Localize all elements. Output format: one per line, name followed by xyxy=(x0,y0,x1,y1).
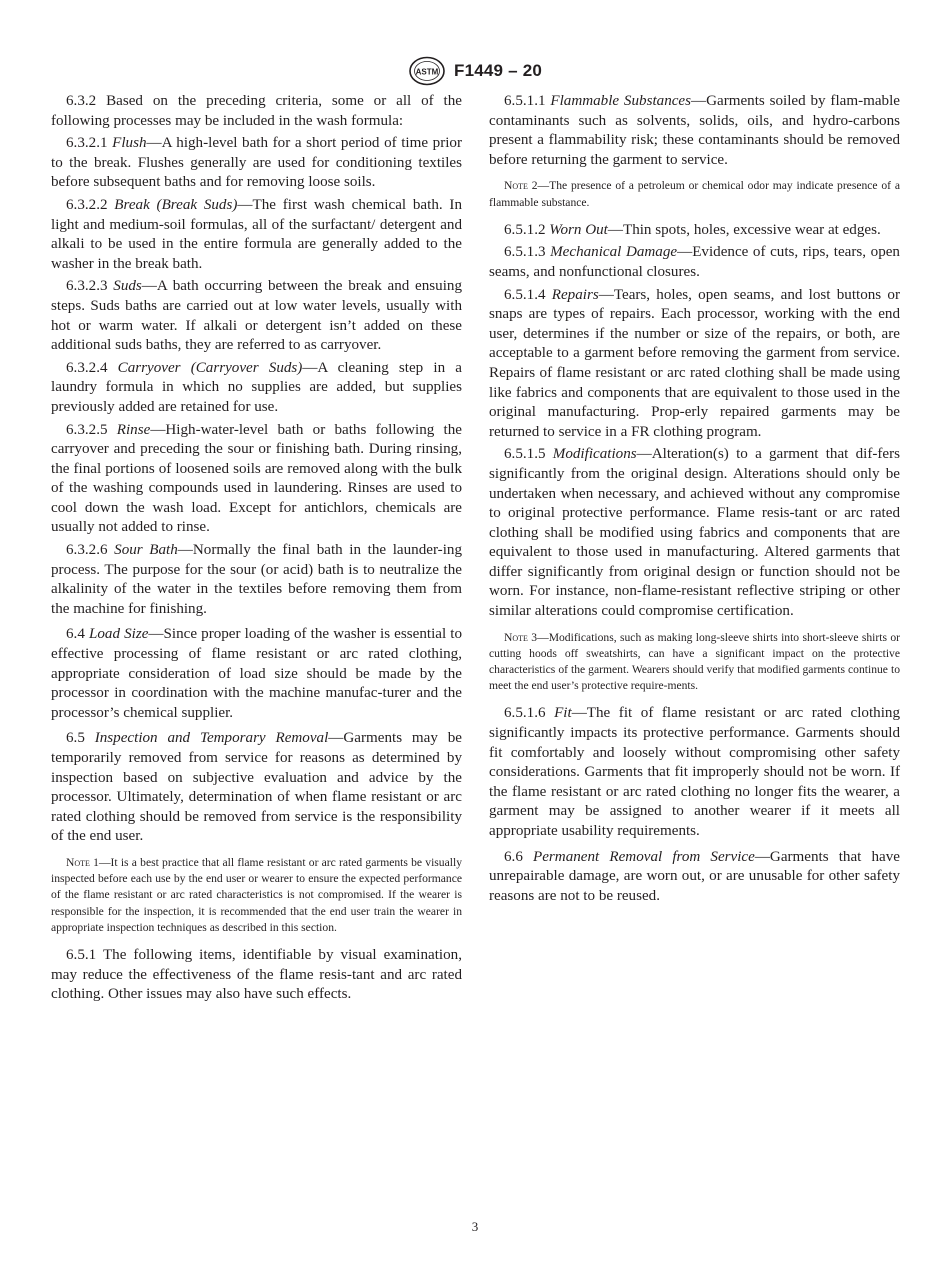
section-term: Repairs xyxy=(551,286,599,303)
section-6-5-1-5 xyxy=(489,445,900,621)
note-label: Note xyxy=(504,179,528,193)
section-6-3-2-1 xyxy=(51,134,462,193)
section-text: —Alteration(s) to a garment that dif-fers significantly from the original design. Alterations should only be undertaken when necessary, and achieved without any compromise to original protective performance. Flame resis-tant or arc rated clothing shall be modified using fabrics and components that are equivalent to those used in manufacturing. Altered garments that differ significantly from original design or function should not be worn. For instance, non-flame-resistant reflective striping or other similar alterations could compromise certification. xyxy=(489,446,900,620)
page-header xyxy=(0,55,950,87)
section-term: Carryover (Carryover Suds) xyxy=(117,359,303,376)
section-6-3-2: 6.3.2 Based on the preceding criteria, some or all of the following processes may be included in the wash formula: xyxy=(51,93,462,129)
page-number: 3 xyxy=(471,1219,479,1234)
section-number: 6.5.1.3 xyxy=(504,244,546,261)
section-6-6 xyxy=(489,848,900,907)
section-term: Sour Bath xyxy=(114,542,178,559)
note-1 xyxy=(51,855,462,936)
logo-text: ASTM xyxy=(415,67,439,77)
note-text: 1—It is a best practice that all flame resistant or arc rated garments be visually inspected before each use by the end user or wearer to ensure the expected performance of the flame resistant or arc rated characteristics is not compromised. If the wearer is responsible for the inspection, it is recommended that the end user train the wearer in appropriate inspection techniques as described in this section. xyxy=(51,855,462,934)
section-text: —High-water-level bath or baths following the carryover and preceding the sour or finishing bath. During rinsing, the final portions of loosened soils are removed along with the bulk of the washing compounds used in laundering. Rinses are used to cool down the wash load. Except for antichlors, chemicals are usually not added to rinse. xyxy=(51,421,462,536)
section-term: Mechanical Damage xyxy=(550,244,678,261)
section-term: Inspection and Temporary Removal xyxy=(94,730,329,747)
section-text: —Normally the final bath in the launder-ing process. The purpose for the sour (or acid) bath is to neutralize the alkalinity of the water in the textiles before removing them from the machine for finishing. xyxy=(51,542,463,617)
section-number: 6.5.1.6 xyxy=(504,705,546,722)
section-number: 6.5.1.1 xyxy=(504,93,546,109)
note-3 xyxy=(489,630,900,695)
section-number: 6.5.1.5 xyxy=(504,446,546,463)
section-text: —A cleaning step in a laundry formula in which no supplies are added, but supplies previously added are retained for use. xyxy=(51,359,462,415)
section-term: Suds xyxy=(113,278,142,295)
section-6-3-2-5 xyxy=(51,421,462,539)
section-number: 6.3.2.1 xyxy=(66,135,108,152)
section-text: —Since proper loading of the washer is essential to effective processing of flame resistant or arc rated clothing, appropriate consideration of load size should be made by the processor in coordination with the machine manufac-turer and the processor’s chemical supplier. xyxy=(51,626,462,721)
section-6-5 xyxy=(51,729,462,847)
section-term: Permanent Removal from Service xyxy=(533,848,755,865)
section-number: 6.4 xyxy=(66,626,85,643)
section-number: 6.3.2.4 xyxy=(66,359,108,376)
section-term: Load Size xyxy=(88,626,149,643)
note-2 xyxy=(489,178,900,210)
section-text: —A bath occurring between the break and ensuing steps. Suds baths are carried out at low water levels, usually with hot or warm water. If alkali or detergent isn’t added on these additional suds baths, they are referred to as carryover. xyxy=(51,278,462,354)
section-6-5-1-1 xyxy=(489,92,900,170)
section-6-4 xyxy=(51,625,462,723)
section-text: —Garments may be temporarily removed from service for reasons as determined by inspection based on subjective evaluation and advice by the processor. Ultimately, determination of when flame resistant or arc rated clothing should be removed from service is the responsibility of the end user. xyxy=(51,730,462,845)
right-column xyxy=(489,92,900,909)
section-6-5-1-4 xyxy=(489,286,900,443)
section-number: 6.3.2.6 xyxy=(66,542,108,559)
section-number: 6.6 xyxy=(504,848,523,865)
section-number: 6.5 xyxy=(66,730,85,747)
note-text: 2—The presence of a petroleum or chemical odor may indicate presence of a flammable substance. xyxy=(489,179,900,209)
section-term: Flammable Substances xyxy=(550,93,692,109)
section-term: Break (Break Suds) xyxy=(114,196,238,213)
section-6-5-1-6 xyxy=(489,704,900,841)
document-designation: F1449 – 20 xyxy=(453,61,542,80)
astm-logo-icon xyxy=(408,56,446,86)
section-6-3-2-4 xyxy=(51,359,462,418)
section-text: —Tears, holes, open seams, and lost buttons or snaps are types of repairs. Each processor, working with the end user, determines if the number or size of the repairs, or both, are acceptable to a garment before removing the garment from service. Repairs of flame resistant or arc rated clothing shall be made using like fabrics and components that are equivalent to those used in the original manufacturing. Prop-erly repaired garments may be returned to service in a FR clothing program. xyxy=(489,286,900,440)
section-text: —A high-level bath for a short period of time prior to the break. Flushes generally are used for conditioning textiles before subsequent baths and for removing loose soils. xyxy=(51,135,463,191)
section-term: Fit xyxy=(554,705,572,722)
section-text: —Garments soiled by flam-mable contaminants such as solvents, solids, oils, and hydro-carbons present a flammability risk; these contaminants should be removed before returning the garment to service. xyxy=(489,93,900,168)
section-text: —Garments that have unrepairable damage, are worn out, or are unusable for other safety reasons are not to be reused. xyxy=(489,848,900,904)
section-text: —The first wash chemical bath. In light and medium-soil formulas, all of the surfactant/ detergent and alkali to be used in the entire formula are generally added to the washer in the break bath. xyxy=(51,196,462,272)
section-6-3-2-6 xyxy=(51,541,462,619)
section-6-3-2-3 xyxy=(51,277,462,355)
section-term: Rinse xyxy=(116,421,151,438)
left-column xyxy=(51,92,462,1008)
section-6-5-1-3 xyxy=(489,243,900,282)
note-text: 3—Modifications, such as making long-sleeve shirts into short-sleeve shirts or cutting hoods off sweatshirts, can have a significant impact on the protective characteristics of the garment. Wearers should verify that modified garments continue to meet the end user’s protective require-ments. xyxy=(489,630,900,693)
section-term: Flush xyxy=(112,135,147,152)
section-number: 6.5.1.2 xyxy=(504,221,546,238)
section-text: —Evidence of cuts, rips, tears, open seams, and nonfunctional closures. xyxy=(489,244,900,280)
section-6-5-1: 6.5.1 The following items, identifiable by visual examination, may reduce the effectiveness of the flame resis-tant and arc rated clothing. Other issues may also have such effects. xyxy=(51,946,462,1003)
note-label: Note xyxy=(66,855,90,869)
section-number: 6.5.1.4 xyxy=(504,286,546,303)
section-number: 6.3.2.3 xyxy=(66,278,108,295)
note-label: Note xyxy=(504,630,528,644)
section-6-5-1-2 xyxy=(489,221,900,241)
section-term: Worn Out xyxy=(549,221,608,238)
section-number: 6.3.2.2 xyxy=(66,196,108,213)
section-text: —Thin spots, holes, excessive wear at edges. xyxy=(607,221,881,238)
section-term: Modifications xyxy=(552,446,637,463)
section-number: 6.3.2.5 xyxy=(66,421,108,438)
section-text: —The fit of flame resistant or arc rated clothing significantly impacts its protective performance. Garments should fit comfortably and loosely without compromising other safety considerations. Garments that fit improperly should not be worn. If the flame resistant or arc rated clothing no longer fits the wearer, a garment may be assigned to another wearer if it meets all appropriate usability requirements. xyxy=(489,705,900,840)
section-6-3-2-2 xyxy=(51,196,462,274)
